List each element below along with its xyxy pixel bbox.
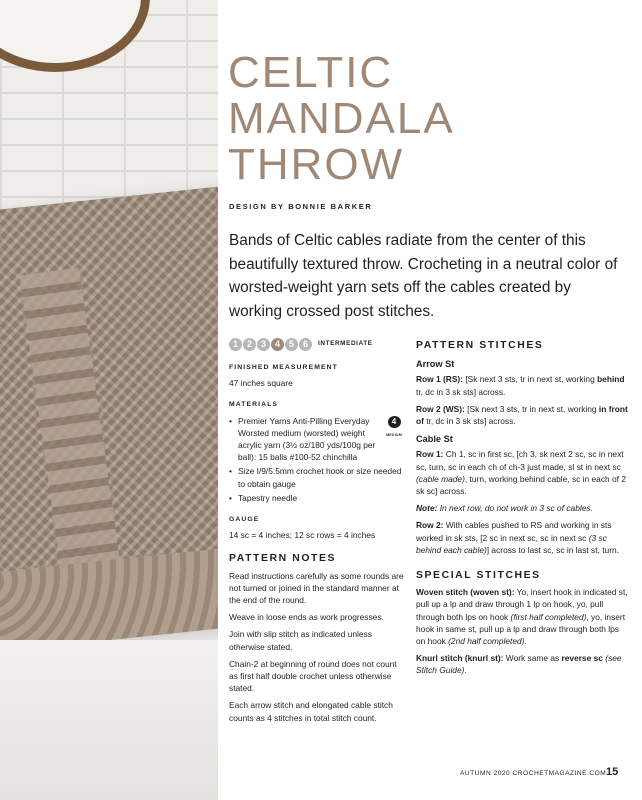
page-number: 15	[606, 766, 619, 778]
cable-row-1	[416, 448, 628, 497]
arrow-row-2	[416, 403, 628, 427]
skill-dot-4: 4	[271, 338, 284, 351]
title-line-1: CELTIC	[228, 48, 394, 97]
knurl-text-a: Work same as	[503, 653, 562, 664]
arrow-row-2-label: Row 2 (WS):	[416, 403, 465, 414]
knurl-bold: reverse sc	[561, 653, 603, 664]
cable-note-label: Note:	[416, 503, 438, 514]
finished-text: 47 inches square	[229, 378, 293, 389]
pattern-note-2: Weave in loose ends as work progresses.	[229, 612, 384, 623]
cable-row-2-text-a: With cables pushed to RS and working in sts worked in sk sts, [2 sc in next sc, sc in next sc	[416, 520, 612, 543]
woven-text-c: , yo, insert hook in same st, pull up a lp and draw through both lps on hook	[416, 611, 626, 647]
woven-stitch-label: Woven stitch (woven st):	[416, 587, 515, 598]
arrow-row-1-label: Row 1 (RS):	[416, 374, 463, 385]
woven-text-a: Yo, insert hook in indicated st, pull up a lp and draw through 1 lp on hook, yo, pull through both lps on hook	[416, 587, 628, 622]
arrow-row-1-text-a: [Sk next 3 sts, tr in next st, working	[463, 374, 598, 385]
pattern-note-4: Chain-2 at beginning of round does not count as first half double crochet unless otherwise stated.	[229, 658, 397, 694]
woven-text-e: .	[524, 636, 527, 647]
gauge-text: 14 sc = 4 inches; 12 sc rows = 4 inches	[229, 530, 376, 541]
skill-dot-3: 3	[257, 338, 270, 351]
left-column	[229, 336, 405, 729]
arrow-row-1-text-c: tr, dc in 3 sk sts] across.	[416, 386, 506, 397]
arrow-row-2-emphasis: in front of	[416, 403, 628, 427]
cable-row-1-text-a: Ch 1, sc in first sc, [ch 3, sk next 2 sc, sc in next sc, turn, sc in each ch of ch-3 just made, sl st in next sc	[416, 449, 624, 472]
woven-stitch	[416, 586, 628, 647]
page-footer: AUTUMN 2020 CROCHETMAGAZINE.COM	[460, 770, 607, 777]
pattern-note-1: Read instructions carefully as some rounds are not turned or joined in the standard manner at the end of the round.	[229, 570, 404, 606]
knurl-italic: (see Stitch Guide)	[416, 653, 622, 676]
skill-dot-5: 5	[285, 338, 298, 351]
cable-row-1-text-c: , turn, working behind cable, sc in each of 2 sk sc] across.	[416, 473, 626, 497]
arrow-row-2-text-c: tr, dc in 3 sk sts] across.	[423, 416, 516, 427]
gauge-heading: GAUGE	[229, 516, 260, 524]
cable-row-1-label: Row 1:	[416, 449, 444, 460]
skill-dot-6: 6	[299, 338, 312, 351]
arrow-row-2-text-a: [Sk next 3 sts, tr in next st, working	[464, 403, 599, 414]
woven-italic-2: (2nd half completed)	[448, 636, 525, 647]
designer-byline: DESIGN BY BONNIE BARKER	[229, 202, 373, 211]
special-stitches-heading: SPECIAL STITCHES	[416, 570, 541, 582]
materials-heading: MATERIALS	[229, 401, 279, 409]
cable-row-2	[416, 519, 628, 556]
right-column	[416, 340, 628, 682]
arrow-row-1-emphasis: behind	[597, 374, 625, 385]
knurl-text-d: .	[464, 665, 467, 676]
arrow-st-heading: Arrow St	[416, 359, 455, 370]
pattern-note-5: Each arrow stitch and elongated cable stitch counts as 4 stitches in total stitch count.	[229, 700, 393, 723]
skill-dot-1: 1	[229, 338, 242, 351]
material-item-3: • Tapestry needle	[229, 492, 405, 504]
title-line-2: MANDALA	[228, 94, 455, 143]
pattern-stitches-heading: PATTERN STITCHES	[416, 340, 544, 351]
knurl-stitch-label: Knurl stitch (knurl st):	[416, 653, 504, 664]
material-item-2: • Size I/9/5.5mm crochet hook or size needed to obtain gauge	[229, 465, 405, 489]
finished-heading: FINISHED MEASUREMENT	[229, 364, 338, 371]
cable-note-text: In next row, do not work in 3 sc of cables.	[437, 503, 593, 514]
cable-row-2-label: Row 2:	[416, 520, 444, 531]
yarn-weight-number: 4	[388, 416, 401, 428]
cable-note	[416, 502, 628, 514]
cable-st-heading: Cable St	[416, 434, 453, 445]
intro-paragraph: Bands of Celtic cables radiate from the center of this beautifully textured throw. Crocheting in a neutral color of worsted-weight yarn sets off the cables created by working crossed post stitches.	[229, 232, 618, 320]
page-title	[228, 50, 628, 188]
knurl-stitch	[416, 652, 628, 676]
skill-level-label: INTERMEDIATE	[318, 339, 373, 347]
yarn-weight-label: MEDIUM	[386, 432, 402, 437]
cable-row-2-italic: (3 sc behind each cable)	[416, 532, 607, 555]
material-item-1: • Premier Yarns Anti-Pilling Everyday Worsted medium (worsted) weight acrylic yarn (3½ oz/180 yds/100g per ball): 15 balls #100-52 chinchilla	[229, 415, 405, 464]
couch	[0, 640, 218, 800]
materials-list	[229, 415, 405, 504]
skill-level	[229, 336, 405, 352]
pattern-notes-heading: PATTERN NOTES	[229, 553, 337, 565]
cable-row-2-text-c: ] across to last sc, sc in last st, turn.	[486, 544, 619, 555]
woven-italic-1: (first half completed)	[510, 611, 587, 622]
arrow-row-1	[416, 373, 628, 397]
throw-photo	[0, 0, 218, 800]
cable-row-1-italic: (cable made)	[416, 473, 465, 484]
title-line-3: THROW	[228, 140, 405, 189]
pattern-note-3: Join with slip stitch as indicated unless otherwise stated.	[229, 629, 372, 652]
skill-dot-2: 2	[243, 338, 256, 351]
